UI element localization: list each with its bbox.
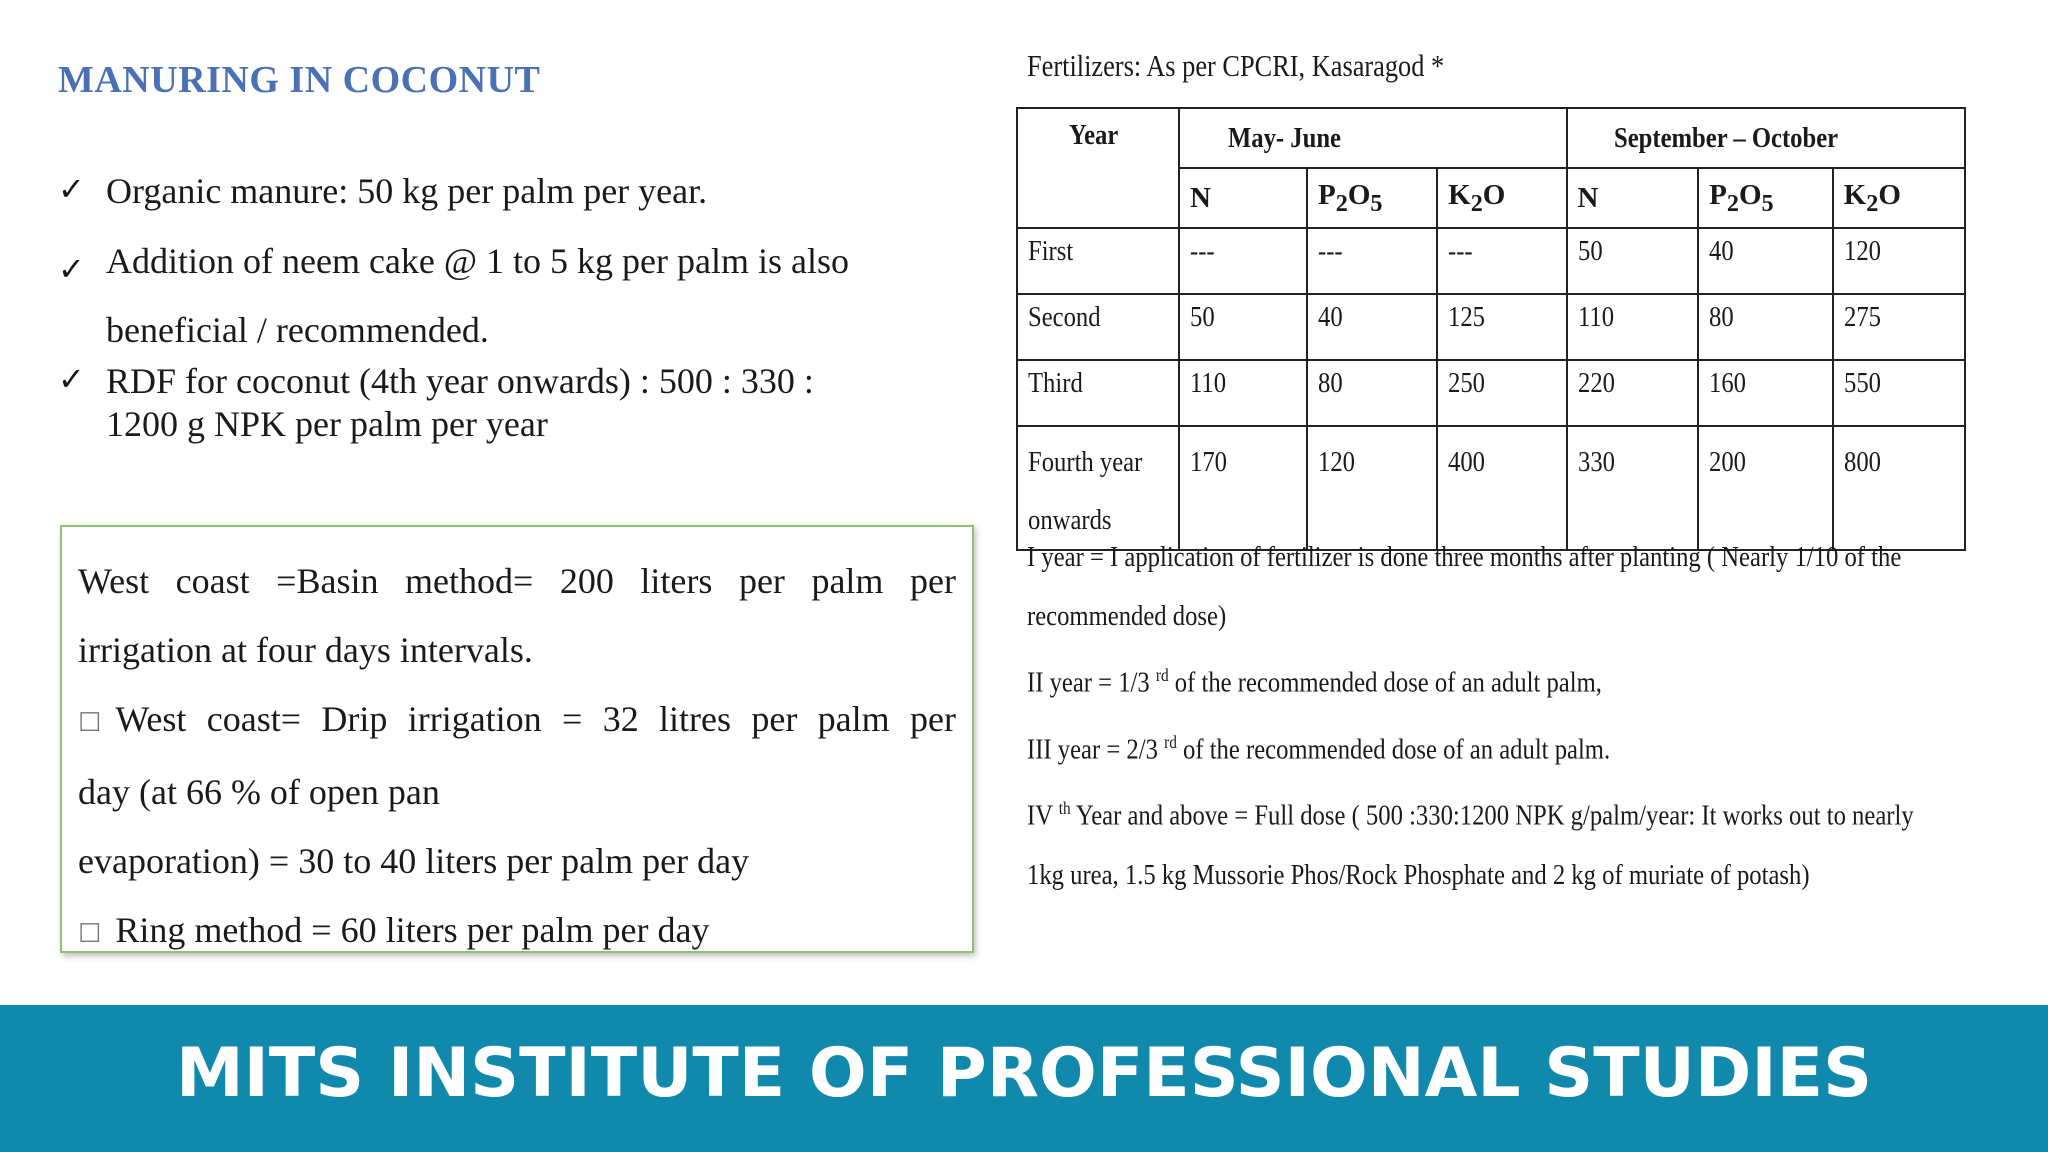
slide-title: MANURING IN COCONUT xyxy=(58,59,541,101)
cell: 550 xyxy=(1833,360,1965,426)
cell: 220 xyxy=(1567,360,1699,426)
bullet-neem-cake xyxy=(58,227,948,364)
cell: 40 xyxy=(1307,294,1437,360)
header-may-june: May- June xyxy=(1179,108,1567,168)
note-line: recommended dose) xyxy=(1027,600,1227,632)
bullet-text: Organic manure: 50 kg per palm per year. xyxy=(106,171,708,211)
cell: 160 xyxy=(1698,360,1833,426)
cell: 330 xyxy=(1567,426,1699,550)
note-line: I year = I application of fertilizer is done three months after planting ( Nearly 1/10 of the xyxy=(1027,541,1902,573)
note-line: IV $^{th}$ Year and above = Full dose ( 500 :330:1200 NPK g/palm/year: It works out to nearly xyxy=(1027,798,1914,832)
cell: 110 xyxy=(1179,360,1307,426)
note-line: II year = 1/3 $^{rd}$ of the recommended dose of an adult palm, xyxy=(1027,665,1602,699)
bullet-text-line2: 1200 g NPK per palm per year xyxy=(106,404,548,445)
cell: 250 xyxy=(1437,360,1566,426)
irrigation-box xyxy=(60,525,974,953)
irrigation-line-5: evaporation) = 30 to 40 liters per palm per day xyxy=(78,841,750,881)
row-year: Fourth year onwards xyxy=(1017,426,1179,550)
bullet-text-line1: RDF for coconut (4th year onwards) : 500 : 330 : xyxy=(106,360,814,401)
col-k2o: $K_2O$ xyxy=(1437,168,1566,228)
cell: --- xyxy=(1179,228,1307,294)
cell: 120 xyxy=(1833,228,1965,294)
bullet-rdf xyxy=(58,360,948,446)
cell: 170 xyxy=(1179,426,1307,550)
irrigation-line-4: day (at 66 % of open pan xyxy=(78,772,440,812)
square-bullet-icon: ☐ xyxy=(78,919,102,949)
square-bullet-icon: ☐ xyxy=(78,708,102,738)
cell: 800 xyxy=(1833,426,1965,550)
col-p2o5: $P_2O_5$ xyxy=(1307,168,1437,228)
table-row xyxy=(1017,360,1965,426)
note-line: 1kg urea, 1.5 kg Mussorie Phos/Rock Phosphate and 2 kg of muriate of potash) xyxy=(1027,858,1810,891)
row-year: Second xyxy=(1017,294,1179,360)
fertilizer-notes xyxy=(1027,528,1957,905)
irrigation-line-2: irrigation at four days intervals. xyxy=(78,630,533,670)
check-icon: ✓ xyxy=(58,170,85,208)
check-icon: ✓ xyxy=(58,359,85,398)
cell: 110 xyxy=(1567,294,1699,360)
cell: 80 xyxy=(1307,360,1437,426)
table-title: Fertilizers: As per CPCRI, Kasaragod * xyxy=(1027,48,1445,83)
col-p2o5: $P_2O_5$ xyxy=(1698,168,1833,228)
irrigation-line-3: ☐ West coast= Drip irrigation = 32 litres per palm per xyxy=(78,699,956,739)
note-line: III year = 2/3 $^{rd}$ of the recommended dose of an adult palm. xyxy=(1027,731,1611,766)
bullet-organic-manure xyxy=(58,170,948,213)
cell: 275 xyxy=(1833,294,1965,360)
cell: --- xyxy=(1437,228,1566,294)
institute-name: MITS INSTITUTE OF PROFESSIONAL STUDIES xyxy=(175,1034,1873,1113)
irrigation-line-6: ☐ Ring method = 60 liters per palm per day xyxy=(78,910,710,950)
irrigation-line-1: West coast =Basin method= 200 liters per palm per xyxy=(78,561,956,601)
fertilizer-table xyxy=(1016,107,1966,551)
cell: 40 xyxy=(1698,228,1833,294)
cell: 200 xyxy=(1698,426,1833,550)
header-year: Year xyxy=(1017,108,1179,228)
cell: 120 xyxy=(1307,426,1437,550)
cell: 80 xyxy=(1698,294,1833,360)
header-sep-oct: September – October xyxy=(1567,108,1965,168)
cell: --- xyxy=(1307,228,1437,294)
table-row xyxy=(1017,294,1965,360)
footer-banner xyxy=(0,1005,2048,1152)
cell: 400 xyxy=(1437,426,1566,550)
col-n: N xyxy=(1179,168,1307,228)
table-row xyxy=(1017,228,1965,294)
cell: 50 xyxy=(1179,294,1307,360)
bullet-text-line2: beneficial / recommended. xyxy=(106,309,489,350)
col-n: N xyxy=(1567,168,1699,228)
bullet-text-line1: Addition of neem cake @ 1 to 5 kg per palm is also xyxy=(106,241,849,282)
row-year: Third xyxy=(1017,360,1179,426)
row-year: First xyxy=(1017,228,1179,294)
cell: 125 xyxy=(1437,294,1566,360)
col-k2o: $K_2O$ xyxy=(1833,168,1965,228)
check-icon: ✓ xyxy=(58,250,85,289)
bullet-list xyxy=(58,170,948,446)
cell: 50 xyxy=(1567,228,1699,294)
